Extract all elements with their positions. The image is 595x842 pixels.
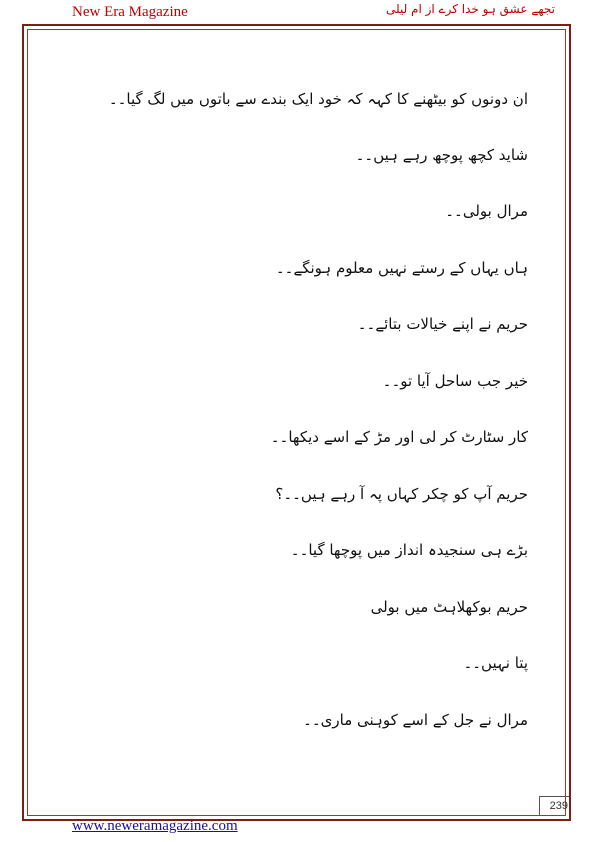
text-line: ہاں یہاں کے رستے نہیں معلوم ہونگے۔۔ <box>275 259 528 277</box>
text-line: شاید کچھ پوچھ رہے ہیں۔۔ <box>355 146 528 164</box>
text-line: حریم بوکھلاہٹ میں بولی <box>370 598 528 616</box>
story-title: تجھے عشق ہو خدا کرے از ام لیلی <box>385 2 555 16</box>
footer-website-link[interactable]: www.neweramagazine.com <box>72 818 238 834</box>
text-line: خیر جب ساحل آیا تو۔۔ <box>382 372 528 390</box>
page-number: 239 <box>539 796 569 816</box>
text-line: مرال نے جل کے اسے کوہنی ماری۔۔ <box>303 711 528 729</box>
magazine-name: New Era Magazine <box>72 4 188 20</box>
text-line: حریم آپ کو چکر کہاں پہ آ رہے ہیں۔۔؟ <box>275 485 528 503</box>
text-line: بڑے ہی سنجیدہ انداز میں پوچھا گیا۔۔ <box>290 541 528 559</box>
text-line: مرال بولی۔۔ <box>445 202 528 220</box>
text-line: کار سٹارٹ کر لی اور مڑ کے اسے دیکھا۔۔ <box>270 428 528 446</box>
text-line: حریم نے اپنے خیالات بتائے۔۔ <box>357 315 528 333</box>
text-line: ان دونوں کو بیٹھنے کا کہہ کہ خود ایک بندے سے باتوں میں لگ گیا۔۔ <box>108 90 528 108</box>
text-line: پتا نہیں۔۔ <box>463 654 528 672</box>
